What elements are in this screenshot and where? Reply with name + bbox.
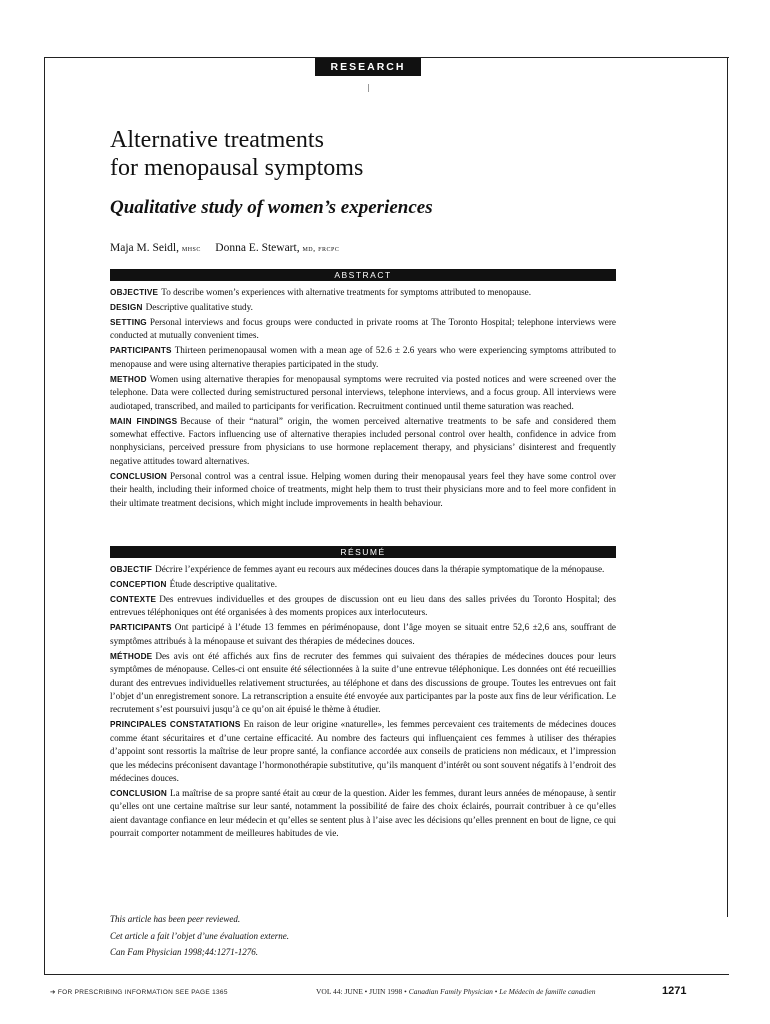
abstract-text: Personal control was a central issue. Helping women during their menopausal years feel they have some control over their health, including their informed choice of treatments, might help them to trust their physicians more and to feel more confident in their ultimate treatment decisions, which might include improvements in health behaviour. (110, 470, 616, 508)
author-1-name: Maja M. Seidl, (110, 242, 179, 254)
abstract-method (110, 373, 616, 413)
resume-objectif (110, 563, 616, 576)
resume-principales-constatations (110, 718, 616, 785)
resume-label: CONCLUSION (110, 789, 168, 799)
resume-label: CONTEXTE (110, 595, 157, 604)
resume-conception (110, 578, 616, 591)
abstract-text: Descriptive qualitative study. (145, 302, 253, 312)
journal-separator: • (492, 987, 500, 996)
abstract-main-findings (110, 415, 616, 469)
abstract-design (110, 301, 616, 314)
resume-text: Étude descriptive qualitative. (169, 579, 277, 589)
title-line-2: for menopausal symptoms (110, 155, 364, 181)
abstract-text: Women using alternative therapies for menopausal symptoms were recruited via posted notices and were screened over the telephone. Data were collected during semistructured personal interviews, telephone interviews, and a focus group. All interviews were audiotaped, transcribed, and mailed to participants for verification. Recruitment continued until theme saturation was reached. (110, 373, 616, 411)
page-number: 1271 (662, 985, 687, 997)
journal-issue-line (316, 987, 595, 996)
abstract-label: DESIGN (110, 303, 143, 312)
abstract-text: To describe women’s experiences with alternative treatments for symptoms attributed to menopause. (161, 287, 532, 297)
resume-conclusion (110, 787, 616, 841)
abstract-body (110, 286, 616, 512)
resume-text: La maîtrise de sa propre santé était au cœur de la question. Aider les femmes, durant leurs années de ménopause, à sentir qu’elles ont une certaine maîtrise sur leur santé, notamment la possibilité de faire des choix éclairés, pourrait contribuer à ce qu’elles aient davantage confiance en leur médecin et qu’elles se sentent plus à l’aise avec les décisions qu’elles prennent en bout de ligne, ce qui pourrait comporter notamment de meilleures habitudes de vie. (110, 788, 616, 839)
abstract-text: Personal interviews and focus groups were conducted in private rooms at The Toronto Hospital; telephone interviews were conducted at mutually convenient times. (110, 317, 616, 341)
abstract-conclusion (110, 470, 616, 510)
prescribing-info-link[interactable]: ➔ FOR PRESCRIBING INFORMATION SEE PAGE 1365 (50, 989, 228, 996)
resume-text: Des entrevues individuelles et des groupes de discussion ont eu lieu dans des salles privées du Toronto Hospital; des entrevues téléphoniques ont été organisées à des moments propices aux interlocuteurs. (110, 594, 616, 618)
peer-review-note-fr: Cet article a fait l’objet d’une évaluation externe. (110, 930, 289, 941)
article-notes (110, 911, 289, 961)
page-border-right (727, 57, 728, 917)
resume-label: MÉTHODE (110, 651, 153, 661)
author-2-credentials: md, frcpc (302, 244, 340, 253)
resume-participants (110, 621, 616, 648)
resume-body (110, 563, 616, 842)
resume-label: CONCEPTION (110, 580, 167, 589)
peer-review-note: This article has been peer reviewed. (110, 914, 241, 924)
article-title (110, 126, 670, 182)
abstract-label: OBJECTIVE (110, 288, 159, 297)
abstract-label: CONCLUSION (110, 471, 168, 481)
title-line-1: Alternative treatments (110, 127, 324, 153)
citation: Can Fam Physician 1998;44:1271-1276. (110, 947, 258, 957)
abstract-participants (110, 344, 616, 371)
abstract-label: SETTING (110, 318, 147, 327)
resume-methode (110, 650, 616, 717)
abstract-label: PARTICIPANTS (110, 346, 172, 356)
author-1-credentials: mhsc (181, 244, 201, 253)
resume-text: Des avis ont été affichés aux fins de recruter des femmes qui suivaient des thérapies de médecines douces pour leurs symptômes de ménopause. Celles-ci ont ensuite été sélectionnées à la suite d’une entrevue téléphonique. Les données ont été recueillies durant des entrevues individuelles relativement structurées, au téléphone et dans des discussions de groupe. Toutes les entrevues ont fait l’objet d’un enregistrement sonore. La retranscription a ensuite été envoyée aux participantes par la poste aux fins de leur vérification. Le recrutement s’est poursuivi jusqu’à ce qu’on ait épuisé le thème à étudier. (110, 650, 616, 715)
resume-text: Décrire l’expérience de femmes ayant eu recours aux médecines douces dans la thérapie symptomatique de la ménopause. (155, 564, 605, 574)
abstract-setting (110, 316, 616, 343)
resume-label: PARTICIPANTS (110, 623, 172, 633)
center-tick-mark (368, 84, 369, 92)
issue-info: VOL 44: JUNE • JUIN 1998 • (316, 987, 409, 996)
author-2-name: Donna E. Stewart, (215, 242, 300, 254)
abstract-heading-bar: ABSTRACT (110, 269, 616, 281)
article-subtitle: Qualitative study of women’s experiences (110, 197, 433, 218)
resume-text: En raison de leur origine «naturelle», les femmes percevaient ces traitements de médecines douces comme étant sécuritaires et d’une certaine efficacité. Au nombre des facteurs qui influençaient ces femmes à utiliser des thérapies d’appoint sont ressortis la maîtrise de leur propre santé, la confiance accordée aux conseils de praticiens non médicaux, et l’impression que les médecins préconisent davantage l’hormonothérapie substitutive, qu’ils manquent d’intérêt ou sont souvent négatifs à l’endroit des médecines douces. (110, 719, 616, 784)
section-tab-research: RESEARCH (315, 58, 421, 76)
abstract-text: Because of their “natural” origin, the women perceived alternative treatments to be safe and considered them somewhat effective. Factors influencing use of alternative therapies included personal control over health, confidence in advice from nonphysicians, perceived pressure from physicians to use hormone replacement therapy, and physicians’ disinterest and frequently negative attitudes toward alternatives. (110, 415, 616, 466)
resume-label: PRINCIPALES CONSTATATIONS (110, 720, 241, 730)
resume-heading-bar: RÉSUMÉ (110, 546, 616, 558)
abstract-label: METHOD (110, 374, 147, 384)
resume-label: OBJECTIF (110, 565, 153, 574)
abstract-text: Thirteen perimenopausal women with a mean age of 52.6 ± 2.6 years who were experiencing symptoms attributed to menopause and were using alternative therapies participated in the study. (110, 345, 616, 369)
author-line (110, 242, 339, 254)
abstract-objective (110, 286, 616, 299)
journal-name-en: Canadian Family Physician (408, 987, 493, 996)
abstract-label: MAIN FINDINGS (110, 416, 178, 426)
resume-contexte (110, 593, 616, 620)
resume-text: Ont participé à l’étude 13 femmes en périménopause, dont l’âge moyen se situait entre 52,6 ±2,6 ans, souffrant de symptômes attribués à la ménopause et suivant des thérapies de médecines douces. (110, 622, 616, 646)
journal-name-fr: Le Médecin de famille canadien (499, 987, 596, 996)
